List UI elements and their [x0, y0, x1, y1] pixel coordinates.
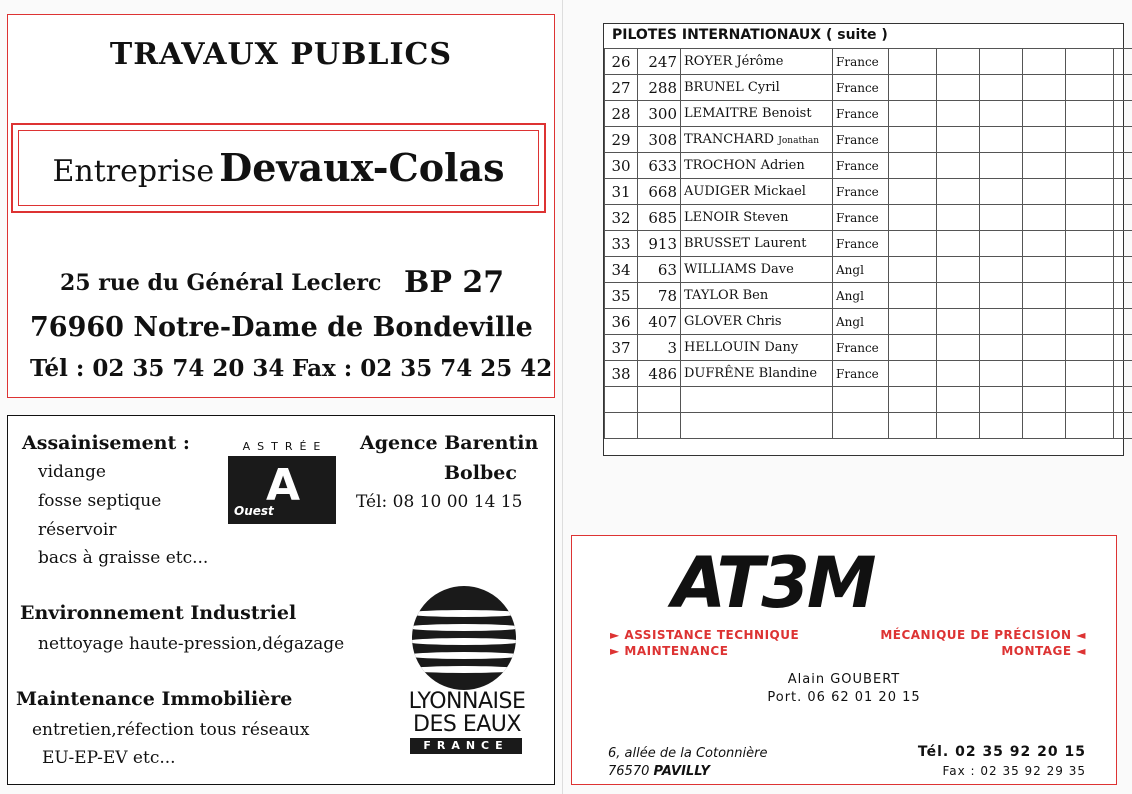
- result-cell: [937, 127, 980, 153]
- result-cell: [889, 387, 937, 413]
- at3m-logo: AT3M: [672, 542, 874, 624]
- result-cell: [1066, 257, 1114, 283]
- pilot-number: [605, 387, 638, 413]
- ad-devaux-colas: [7, 14, 555, 398]
- table-row: [605, 387, 1132, 413]
- result-cell: [937, 231, 980, 257]
- pilot-number: 31: [605, 179, 638, 205]
- result-cell: [1114, 205, 1132, 231]
- address-line: 6, allée de la Cotonnière: [608, 746, 768, 761]
- fax: Fax : 02 35 92 29 35: [942, 764, 1086, 778]
- result-cell: [1023, 335, 1066, 361]
- result-cell: [1023, 153, 1066, 179]
- result-cell: [980, 127, 1023, 153]
- pilot-bib: 685: [638, 205, 681, 231]
- table-row: [605, 283, 1132, 309]
- pilot-name: TAYLOR Ben: [681, 283, 833, 309]
- pilot-nationality: Angl: [833, 309, 889, 335]
- env-title: Environnement Industriel: [20, 602, 297, 624]
- wave-icon: [412, 586, 516, 690]
- result-cell: [980, 179, 1023, 205]
- pilot-nationality: [833, 387, 889, 413]
- result-cell: [937, 283, 980, 309]
- table-row: [605, 75, 1132, 101]
- pilots-table: [604, 48, 1132, 439]
- result-cell: [937, 413, 980, 439]
- table-row: [605, 361, 1132, 387]
- pilot-number: 36: [605, 309, 638, 335]
- service-label: ► ASSISTANCE TECHNIQUE: [610, 628, 800, 642]
- result-cell: [980, 231, 1023, 257]
- result-cell: [1066, 413, 1114, 439]
- lyonnaise-logo: LYONNAISE DES EAUX FRANCE: [402, 586, 532, 776]
- result-cell: [937, 153, 980, 179]
- page-fold: [562, 0, 563, 794]
- pilot-bib: 63: [638, 257, 681, 283]
- result-cell: [980, 49, 1023, 75]
- company-frame: [11, 123, 546, 213]
- result-cell: [1066, 387, 1114, 413]
- result-cell: [1114, 361, 1132, 387]
- result-cell: [937, 387, 980, 413]
- pilot-bib: 78: [638, 283, 681, 309]
- result-cell: [1114, 49, 1132, 75]
- result-cell: [1023, 257, 1066, 283]
- result-cell: [1066, 309, 1114, 335]
- pilot-name: [681, 387, 833, 413]
- result-cell: [1023, 101, 1066, 127]
- table-row: [605, 309, 1132, 335]
- result-cell: [889, 75, 937, 101]
- result-cell: [889, 283, 937, 309]
- result-cell: [1066, 101, 1114, 127]
- pilot-name: LENOIR Steven: [681, 205, 833, 231]
- fax: Fax : 02 35 74 25 42: [292, 355, 553, 382]
- assainissement-title: Assainisement :: [22, 432, 190, 454]
- result-cell: [980, 101, 1023, 127]
- result-cell: [889, 127, 937, 153]
- table-row: [605, 413, 1132, 439]
- agency-city: Bolbec: [444, 462, 517, 484]
- result-cell: [980, 205, 1023, 231]
- pilot-name: DUFRÊNE Blandine: [681, 361, 833, 387]
- address: 25 rue du Général Leclerc: [60, 270, 382, 296]
- pilot-number: 26: [605, 49, 638, 75]
- contact-name: Alain GOUBERT: [787, 672, 901, 687]
- pilot-bib: 633: [638, 153, 681, 179]
- pilot-bib: 3: [638, 335, 681, 361]
- po-box: BP 27: [404, 265, 505, 300]
- pilot-name: [681, 413, 833, 439]
- contact-mobile: Port. 06 62 01 20 15: [767, 690, 921, 705]
- service-label: MONTAGE ◄: [1001, 644, 1086, 658]
- result-cell: [1023, 413, 1066, 439]
- pilot-bib: [638, 387, 681, 413]
- pilot-nationality: France: [833, 49, 889, 75]
- pilot-name: LEMAITRE Benoist: [681, 101, 833, 127]
- result-cell: [1114, 387, 1132, 413]
- pilot-name: BRUNEL Cyril: [681, 75, 833, 101]
- pilot-number: 29: [605, 127, 638, 153]
- result-cell: [1023, 309, 1066, 335]
- result-cell: [1023, 231, 1066, 257]
- pilot-number: 30: [605, 153, 638, 179]
- result-cell: [980, 309, 1023, 335]
- pilot-name: TRANCHARD Jonathan: [681, 127, 833, 153]
- pilot-bib: 288: [638, 75, 681, 101]
- result-cell: [1023, 283, 1066, 309]
- result-cell: [1023, 49, 1066, 75]
- astree-logo-mark: A Ouest: [228, 456, 336, 524]
- pilot-bib: 247: [638, 49, 681, 75]
- result-cell: [1023, 205, 1066, 231]
- pilot-nationality: France: [833, 231, 889, 257]
- table-row: [605, 49, 1132, 75]
- result-cell: [980, 413, 1023, 439]
- pilot-name: HELLOUIN Dany: [681, 335, 833, 361]
- env-text: nettoyage haute-pression,dégazage: [38, 634, 345, 654]
- service-item: vidange: [38, 462, 106, 482]
- result-cell: [1023, 127, 1066, 153]
- maint-text: EU-EP-EV etc...: [42, 748, 176, 768]
- service-label: MÉCANIQUE DE PRÉCISION ◄: [880, 628, 1086, 642]
- pilot-nationality: France: [833, 335, 889, 361]
- result-cell: [937, 75, 980, 101]
- result-cell: [1114, 257, 1132, 283]
- service-item: fosse septique: [38, 491, 162, 511]
- table-row: [605, 179, 1132, 205]
- pilot-bib: 407: [638, 309, 681, 335]
- result-cell: [1114, 179, 1132, 205]
- pilot-nationality: France: [833, 361, 889, 387]
- pilot-nationality: [833, 413, 889, 439]
- result-cell: [1066, 205, 1114, 231]
- result-cell: [1023, 179, 1066, 205]
- service-item: bacs à graisse etc...: [38, 548, 209, 568]
- result-cell: [1114, 283, 1132, 309]
- result-cell: [889, 361, 937, 387]
- result-cell: [889, 205, 937, 231]
- astree-logo: ASTRÉE A Ouest: [226, 440, 344, 520]
- pilot-bib: 308: [638, 127, 681, 153]
- agency-title: Agence Barentin: [360, 432, 539, 454]
- result-cell: [1066, 335, 1114, 361]
- result-cell: [1114, 309, 1132, 335]
- result-cell: [1114, 153, 1132, 179]
- pilot-bib: [638, 413, 681, 439]
- pilot-nationality: France: [833, 179, 889, 205]
- result-cell: [889, 413, 937, 439]
- pilot-bib: 668: [638, 179, 681, 205]
- result-cell: [1066, 49, 1114, 75]
- pilot-number: 27: [605, 75, 638, 101]
- pilot-name: TROCHON Adrien: [681, 153, 833, 179]
- result-cell: [1023, 75, 1066, 101]
- pilot-bib: 913: [638, 231, 681, 257]
- table-row: [605, 205, 1132, 231]
- result-cell: [937, 361, 980, 387]
- table-row: [605, 231, 1132, 257]
- ad-heading: TRAVAUX PUBLICS: [109, 37, 453, 72]
- pilot-nationality: France: [833, 127, 889, 153]
- pilot-number: 34: [605, 257, 638, 283]
- table-title: PILOTES INTERNATIONAUX ( suite ): [612, 27, 888, 43]
- pilot-number: 32: [605, 205, 638, 231]
- result-cell: [889, 101, 937, 127]
- result-cell: [1114, 413, 1132, 439]
- pilot-bib: 300: [638, 101, 681, 127]
- result-cell: [1066, 231, 1114, 257]
- result-cell: [937, 335, 980, 361]
- result-cell: [1066, 361, 1114, 387]
- result-cell: [1066, 179, 1114, 205]
- result-cell: [980, 387, 1023, 413]
- service-item: réservoir: [38, 520, 117, 540]
- result-cell: [980, 75, 1023, 101]
- result-cell: [889, 257, 937, 283]
- result-cell: [889, 153, 937, 179]
- result-cell: [937, 101, 980, 127]
- pilot-name: GLOVER Chris: [681, 309, 833, 335]
- maint-title: Maintenance Immobilière: [16, 688, 293, 710]
- result-cell: [1114, 75, 1132, 101]
- pilot-number: 33: [605, 231, 638, 257]
- result-cell: [889, 231, 937, 257]
- result-cell: [1114, 101, 1132, 127]
- table-row: [605, 335, 1132, 361]
- table-row: [605, 127, 1132, 153]
- result-cell: [937, 49, 980, 75]
- pilot-nationality: Angl: [833, 257, 889, 283]
- result-cell: [1023, 387, 1066, 413]
- pilot-bib: 486: [638, 361, 681, 387]
- result-cell: [1114, 335, 1132, 361]
- pilot-number: 28: [605, 101, 638, 127]
- pilot-name: BRUSSET Laurent: [681, 231, 833, 257]
- company-name: Entreprise Devaux-Colas: [52, 145, 505, 190]
- result-cell: [1066, 153, 1114, 179]
- pilots-table-panel: [603, 23, 1124, 456]
- maint-text: entretien,réfection tous réseaux: [32, 720, 310, 740]
- pilot-name: WILLIAMS Dave: [681, 257, 833, 283]
- result-cell: [889, 309, 937, 335]
- result-cell: [937, 309, 980, 335]
- result-cell: [1023, 361, 1066, 387]
- table-row: [605, 153, 1132, 179]
- result-cell: [980, 361, 1023, 387]
- result-cell: [889, 179, 937, 205]
- pilot-nationality: Angl: [833, 283, 889, 309]
- table-row: [605, 101, 1132, 127]
- result-cell: [1066, 283, 1114, 309]
- result-cell: [980, 257, 1023, 283]
- pilot-nationality: France: [833, 75, 889, 101]
- ad-astree: [7, 415, 555, 785]
- pilot-nationality: France: [833, 153, 889, 179]
- result-cell: [1114, 231, 1132, 257]
- result-cell: [937, 205, 980, 231]
- result-cell: [889, 335, 937, 361]
- result-cell: [937, 257, 980, 283]
- pilot-nationality: France: [833, 101, 889, 127]
- result-cell: [1066, 75, 1114, 101]
- city: 76960 Notre-Dame de Bondeville: [30, 312, 533, 343]
- ad-at3m: [571, 535, 1117, 785]
- result-cell: [980, 283, 1023, 309]
- service-label: ► MAINTENANCE: [610, 644, 729, 658]
- pilot-number: [605, 413, 638, 439]
- pilot-number: 37: [605, 335, 638, 361]
- address-city: 76570 PAVILLY: [608, 764, 710, 779]
- table-row: [605, 257, 1132, 283]
- pilot-number: 38: [605, 361, 638, 387]
- result-cell: [1114, 127, 1132, 153]
- result-cell: [1066, 127, 1114, 153]
- pilot-nationality: France: [833, 205, 889, 231]
- result-cell: [980, 153, 1023, 179]
- result-cell: [889, 49, 937, 75]
- agency-phone: Tél: 08 10 00 14 15: [356, 492, 523, 512]
- result-cell: [937, 179, 980, 205]
- pilot-number: 35: [605, 283, 638, 309]
- pilot-name: AUDIGER Mickael: [681, 179, 833, 205]
- phone: Tél : 02 35 74 20 34: [30, 355, 285, 382]
- pilot-name: ROYER Jérôme: [681, 49, 833, 75]
- result-cell: [980, 335, 1023, 361]
- phone: Tél. 02 35 92 20 15: [917, 744, 1086, 760]
